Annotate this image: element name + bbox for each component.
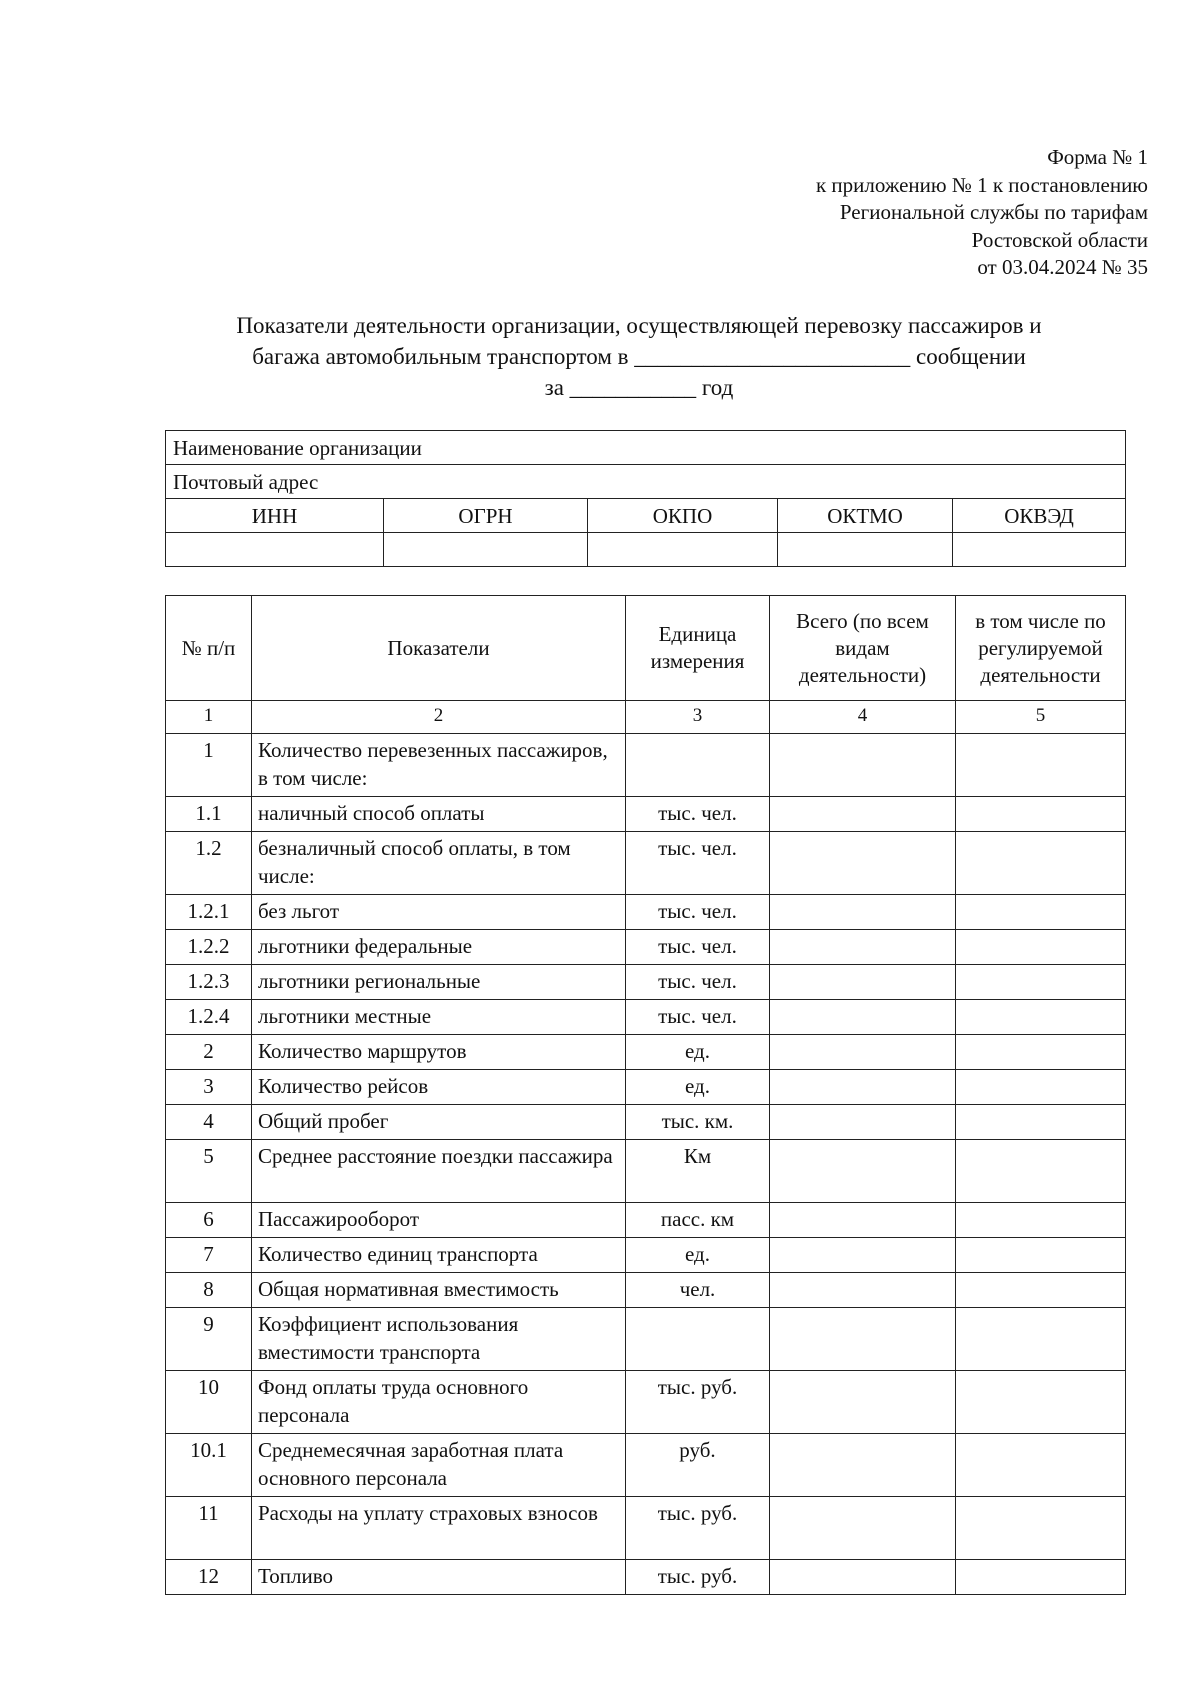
row-number: 1.2 (166, 832, 252, 895)
table-row (166, 1238, 1126, 1273)
row-number: 1.2.4 (166, 1000, 252, 1035)
okpo-value-cell[interactable] (588, 533, 778, 567)
inn-header: ИНН (166, 499, 384, 533)
total-value-cell[interactable] (770, 1000, 956, 1035)
unit-of-measure: ед. (626, 1238, 770, 1273)
form-number: Форма № 1 (1047, 145, 1148, 169)
resolution-date-number: от 03.04.2024 № 35 (977, 255, 1148, 279)
title-line-1: Показатели деятельности организации, осуществляющей перевозку пассажиров и (236, 313, 1042, 338)
table-row (166, 930, 1126, 965)
regulated-value-cell[interactable] (956, 832, 1126, 895)
table-row (166, 1070, 1126, 1105)
total-value-cell[interactable] (770, 1497, 956, 1560)
region-name: Ростовской области (971, 227, 1148, 252)
total-value-cell[interactable] (770, 1434, 956, 1497)
indicator-name: льготники федеральные (252, 930, 626, 965)
regulated-value-cell[interactable] (956, 1070, 1126, 1105)
table-row (166, 1000, 1126, 1035)
row-number: 4 (166, 1105, 252, 1140)
header-unit: Единица измерения (626, 596, 770, 701)
regulated-value-cell[interactable] (956, 1203, 1126, 1238)
total-value-cell[interactable] (770, 1203, 956, 1238)
total-value-cell[interactable] (770, 1105, 956, 1140)
table-row (166, 1273, 1126, 1308)
column-number: 5 (956, 701, 1126, 734)
ogrn-value-cell[interactable] (384, 533, 588, 567)
regulated-value-cell[interactable] (956, 930, 1126, 965)
indicator-name: безналичный способ оплаты, в том числе: (252, 832, 626, 895)
indicator-name: Топливо (252, 1560, 626, 1595)
regulated-value-cell[interactable] (956, 1035, 1126, 1070)
indicator-name: Общий пробег (252, 1105, 626, 1140)
row-number: 12 (166, 1560, 252, 1595)
inn-value-cell[interactable] (166, 533, 384, 567)
unit-of-measure: руб. (626, 1434, 770, 1497)
table-row (166, 1203, 1126, 1238)
regulated-value-cell[interactable] (956, 734, 1126, 797)
oktmo-value-cell[interactable] (778, 533, 953, 567)
table-row (166, 965, 1126, 1000)
regulated-value-cell[interactable] (956, 1560, 1126, 1595)
total-value-cell[interactable] (770, 797, 956, 832)
unit-of-measure: тыс. руб. (626, 1371, 770, 1434)
total-value-cell[interactable] (770, 1560, 956, 1595)
unit-of-measure: тыс. чел. (626, 832, 770, 895)
indicator-name: Среднемесячная заработная плата основного персонала (252, 1434, 626, 1497)
header-indicator: Показатели (252, 596, 626, 701)
total-value-cell[interactable] (770, 734, 956, 797)
indicator-name: без льгот (252, 895, 626, 930)
okved-header: ОКВЭД (953, 499, 1126, 533)
column-number: 1 (166, 701, 252, 734)
row-number: 7 (166, 1238, 252, 1273)
header-regulated: в том числе по регулируемой деятельности (956, 596, 1126, 701)
indicator-name: Среднее расстояние поездки пассажира (252, 1140, 626, 1203)
indicator-name: Количество рейсов (252, 1070, 626, 1105)
total-value-cell[interactable] (770, 1273, 956, 1308)
regulated-value-cell[interactable] (956, 1273, 1126, 1308)
unit-of-measure: тыс. км. (626, 1105, 770, 1140)
organization-name-field[interactable]: Наименование организации (166, 431, 1126, 465)
title-line-2: багажа автомобильным транспортом в ________________________ сообщении (252, 344, 1026, 369)
postal-address-field[interactable]: Почтовый адрес (166, 465, 1126, 499)
indicator-name: Общая нормативная вместимость (252, 1273, 626, 1308)
total-value-cell[interactable] (770, 832, 956, 895)
unit-of-measure: тыс. чел. (626, 895, 770, 930)
row-number: 1.2.3 (166, 965, 252, 1000)
row-number: 1.2.2 (166, 930, 252, 965)
unit-of-measure: тыс. чел. (626, 930, 770, 965)
regulated-value-cell[interactable] (956, 1497, 1126, 1560)
indicator-name: Количество перевезенных пассажиров, в том числе: (252, 734, 626, 797)
table-row (166, 1497, 1126, 1560)
unit-of-measure: тыс. чел. (626, 1000, 770, 1035)
total-value-cell[interactable] (770, 1308, 956, 1371)
unit-of-measure: тыс. руб. (626, 1497, 770, 1560)
organization-table (165, 430, 1126, 567)
column-number: 3 (626, 701, 770, 734)
regulated-value-cell[interactable] (956, 1371, 1126, 1434)
row-number: 3 (166, 1070, 252, 1105)
oktmo-header: ОКТМО (778, 499, 953, 533)
regulated-value-cell[interactable] (956, 1308, 1126, 1371)
total-value-cell[interactable] (770, 930, 956, 965)
row-number: 1 (166, 734, 252, 797)
regulated-value-cell[interactable] (956, 965, 1126, 1000)
indicator-name: Коэффициент использования вместимости транспорта (252, 1308, 626, 1371)
form-header (816, 144, 1148, 282)
regulated-value-cell[interactable] (956, 1140, 1126, 1203)
total-value-cell[interactable] (770, 1140, 956, 1203)
regulated-value-cell[interactable] (956, 1105, 1126, 1140)
unit-of-measure: тыс. чел. (626, 797, 770, 832)
regulated-value-cell[interactable] (956, 1000, 1126, 1035)
okpo-header: ОКПО (588, 499, 778, 533)
table-row (166, 1434, 1126, 1497)
unit-of-measure: ед. (626, 1035, 770, 1070)
row-number: 2 (166, 1035, 252, 1070)
table-row (166, 734, 1126, 797)
unit-of-measure: тыс. руб. (626, 1560, 770, 1595)
row-number: 1.1 (166, 797, 252, 832)
regulated-value-cell[interactable] (956, 1238, 1126, 1273)
document-title (150, 310, 1128, 403)
indicator-name: льготники региональные (252, 965, 626, 1000)
row-number: 11 (166, 1497, 252, 1560)
indicator-name: Расходы на уплату страховых взносов (252, 1497, 626, 1560)
regulated-value-cell[interactable] (956, 895, 1126, 930)
total-value-cell[interactable] (770, 895, 956, 930)
total-value-cell[interactable] (770, 965, 956, 1000)
indicators-table (165, 595, 1126, 1595)
appendix-reference: к приложению № 1 к постановлению (815, 172, 1148, 197)
table-row (166, 1560, 1126, 1595)
table-row (166, 1308, 1126, 1371)
unit-of-measure: пасс. км (626, 1203, 770, 1238)
row-number: 6 (166, 1203, 252, 1238)
table-row (166, 797, 1126, 832)
column-number: 2 (252, 701, 626, 734)
column-number-row (166, 701, 1126, 734)
header-total: Всего (по всем видам деятельности) (770, 596, 956, 701)
table-row (166, 1105, 1126, 1140)
unit-of-measure: чел. (626, 1273, 770, 1308)
table-row (166, 1035, 1126, 1070)
row-number: 10 (166, 1371, 252, 1434)
total-value-cell[interactable] (770, 1371, 956, 1434)
indicator-name: наличный способ оплаты (252, 797, 626, 832)
indicator-name: Фонд оплаты труда основного персонала (252, 1371, 626, 1434)
total-value-cell[interactable] (770, 1035, 956, 1070)
table-row (166, 1140, 1126, 1203)
table-row (166, 895, 1126, 930)
row-number: 1.2.1 (166, 895, 252, 930)
column-number: 4 (770, 701, 956, 734)
regulated-value-cell[interactable] (956, 797, 1126, 832)
indicator-name: Количество единиц транспорта (252, 1238, 626, 1273)
table-row (166, 1371, 1126, 1434)
total-value-cell[interactable] (770, 1238, 956, 1273)
header-row-number: № п/п (166, 596, 252, 701)
unit-of-measure (626, 734, 770, 797)
okved-value-cell[interactable] (953, 533, 1126, 567)
row-number: 9 (166, 1308, 252, 1371)
unit-of-measure: ед. (626, 1070, 770, 1105)
row-number: 10.1 (166, 1434, 252, 1497)
regulated-value-cell[interactable] (956, 1434, 1126, 1497)
issuing-authority: Региональной службы по тарифам (839, 200, 1148, 224)
unit-of-measure (626, 1308, 770, 1371)
indicator-name: Пассажирооборот (252, 1203, 626, 1238)
title-line-3: за ___________ год (544, 375, 734, 400)
indicator-name: льготники местные (252, 1000, 626, 1035)
table-row (166, 832, 1126, 895)
unit-of-measure: Км (626, 1140, 770, 1203)
unit-of-measure: тыс. чел. (626, 965, 770, 1000)
ogrn-header: ОГРН (384, 499, 588, 533)
indicator-name: Количество маршрутов (252, 1035, 626, 1070)
row-number: 5 (166, 1140, 252, 1203)
total-value-cell[interactable] (770, 1070, 956, 1105)
row-number: 8 (166, 1273, 252, 1308)
